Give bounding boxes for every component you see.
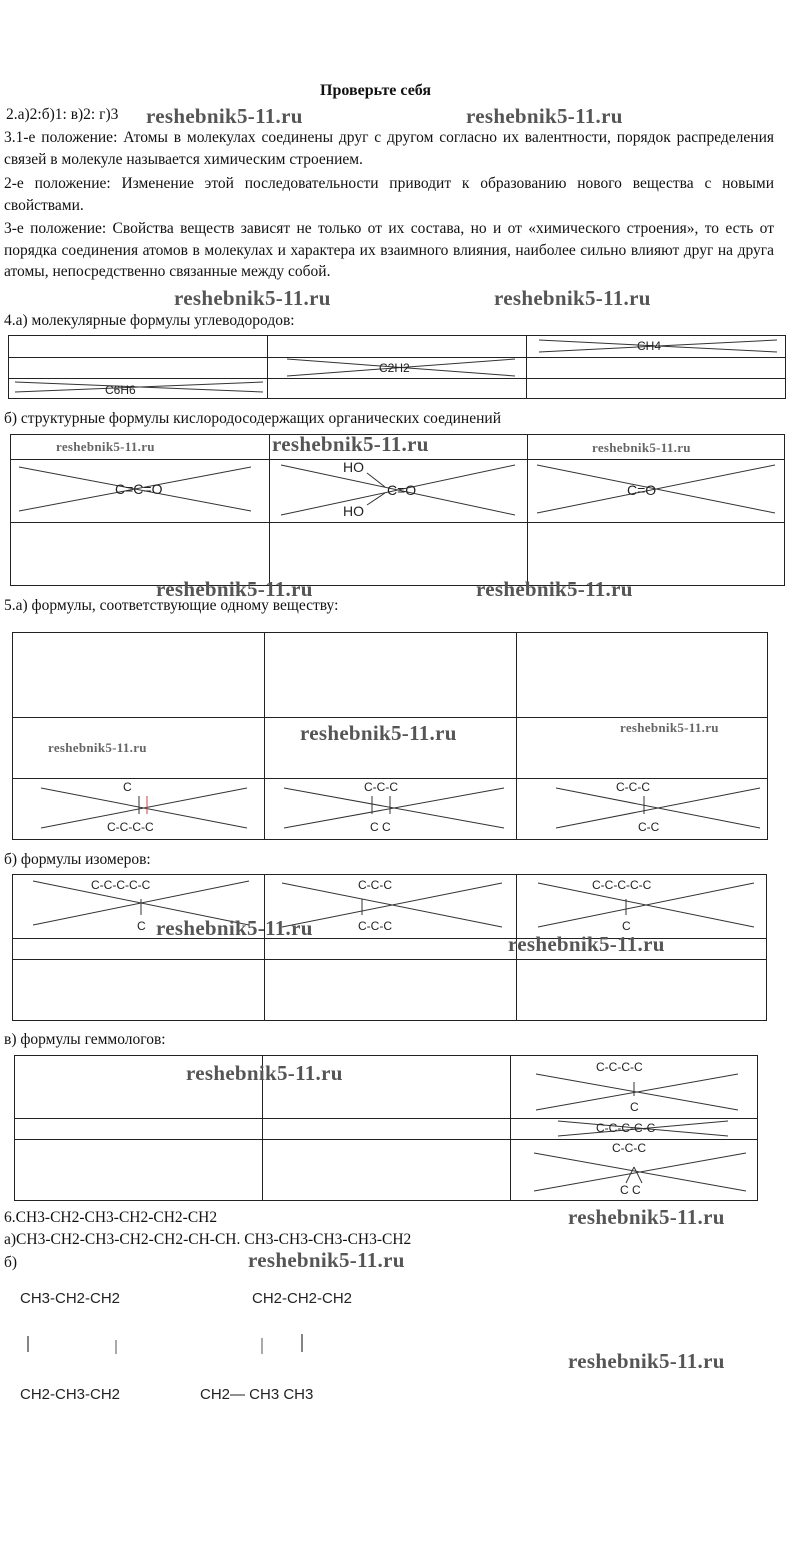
page-title: Проверьте себя: [320, 82, 432, 99]
watermark: reshebnik5-11.ru: [56, 439, 155, 454]
watermark: reshebnik5-11.ru: [48, 740, 147, 755]
formula-6b-2-top: CH2-CH2-CH2: [252, 1290, 353, 1307]
answer-6b-label: б): [4, 1254, 18, 1271]
answer-3-p3: 3-е положение: Свойства веществ зависят не только от их состава, но и от «химического строения», то есть от порядка соединения атомов в молекулах и характера их взаимного влияния, наиболее сильно влияют друг на друга атомы, непосредственно связанные между собой.: [4, 220, 774, 280]
formula-ho-top: HO: [343, 459, 364, 475]
formula-5b1-bottom: C: [137, 919, 146, 933]
watermark: reshebnik5-11.ru: [248, 1248, 405, 1272]
table-5a-cell-2: [264, 778, 516, 840]
watermark: reshebnik5-11.ru: [494, 286, 651, 310]
formula-5c2: C-C-C-C-C: [596, 1121, 656, 1135]
watermark: reshebnik5-11.ru: [568, 1205, 725, 1229]
table-4a: [8, 335, 786, 399]
watermark: reshebnik5-11.ru: [186, 1061, 343, 1085]
table-4b-cell-2: [269, 459, 527, 522]
watermark: reshebnik5-11.ru: [476, 577, 633, 601]
watermark: reshebnik5-11.ru: [146, 104, 303, 128]
table-4a-cell-ch4: [529, 336, 785, 357]
answer-5a-label: 5.а) формулы, соответствующие одному веществу:: [4, 597, 339, 614]
formula-5c3-bottom: C C: [620, 1183, 641, 1197]
formula-co: C=O: [627, 482, 657, 498]
formula-ch4: CH4: [637, 339, 662, 353]
formula-5c1-top: C-C-C-C: [596, 1060, 643, 1074]
formula-carbonic: C=O: [387, 482, 417, 498]
answer-6a: а)CH3-CH2-CH3-CH2-CH2-CH-CH. CH3-CH3-CH3-CH3-CH2: [4, 1231, 412, 1248]
watermark: reshebnik5-11.ru: [300, 721, 457, 745]
formula-5b1-top: C-C-C-C-C: [91, 878, 151, 892]
formula-6b-2-bottom: CH2— CH3 CH3: [200, 1386, 314, 1403]
formula-6b-1-bottom: CH2-CH3-CH2: [20, 1386, 121, 1403]
table-4b-cell-1: [11, 459, 269, 522]
table-5c-cell-1: [510, 1056, 758, 1118]
answer-5c-label: в) формулы геммологов:: [4, 1031, 166, 1048]
watermark: reshebnik5-11.ru: [568, 1349, 725, 1373]
watermark: reshebnik5-11.ru: [620, 720, 719, 735]
watermark: reshebnik5-11.ru: [272, 432, 429, 456]
watermark: reshebnik5-11.ru: [174, 286, 331, 310]
formula-5a1-bottom: C-C-C-C: [107, 820, 154, 834]
answer-3-p2: 2-е положение: Изменение этой последовательности приводит к образованию нового вещества с новыми свойствами.: [4, 175, 774, 214]
answer-4a-label: 4.а) молекулярные формулы углеводородов:: [4, 312, 295, 329]
formula-6b-1-top: CH3-CH2-CH2: [20, 1290, 121, 1307]
formula-5a3-bottom: C-C: [638, 820, 660, 834]
table-5c-cell-2: [510, 1118, 758, 1139]
table-5c: [14, 1055, 758, 1201]
formula-5b2-bottom: C-C-C: [358, 919, 392, 933]
watermark: reshebnik5-11.ru: [508, 932, 665, 956]
table-4b-cell-3: [527, 459, 785, 522]
answer-3-p1: 3.1-е положение: Атомы в молекулах соединены друг с другом согласно их валентности, порядок распределения связей в молекуле называется химическим строением.: [4, 129, 774, 168]
formula-5b3-top: C-C-C-C-C: [592, 878, 652, 892]
formula-5b2-top: C-C-C: [358, 878, 392, 892]
formula-c2h2: C2H2: [379, 361, 410, 375]
table-5a-cell-1: [13, 778, 264, 840]
formula-5a2-top: C-C-C: [364, 780, 398, 794]
formula-ketene: C=C=O: [115, 481, 163, 497]
table-5b-cell-3: [516, 875, 768, 938]
watermark: reshebnik5-11.ru: [592, 440, 691, 455]
formula-5c1-bottom: C: [630, 1100, 639, 1114]
formula-5c3-top: C-C-C: [612, 1141, 646, 1155]
table-4a-cell-c6h6: [9, 378, 267, 399]
table-5a-cell-3: [516, 778, 768, 840]
answer-6-line1: 6.CH3-CH2-CH3-CH2-CH2-CH2: [4, 1209, 218, 1226]
formula-ho-bottom: HO: [343, 503, 364, 519]
answer-4b-label: б) структурные формулы кислородосодержащих органических соединений: [4, 410, 501, 427]
watermark: reshebnik5-11.ru: [156, 577, 313, 601]
formula-5a1-top: C: [123, 780, 132, 794]
formula-c6h6: C6H6: [105, 383, 136, 397]
answer-5b-label: б) формулы изомеров:: [4, 851, 151, 868]
formula-5a3-top: C-C-C: [616, 780, 650, 794]
watermark: reshebnik5-11.ru: [156, 916, 313, 940]
formula-5b3-bottom: C: [622, 919, 631, 933]
table-4a-cell-c2h2: [269, 357, 525, 378]
formula-5a2-bottom: C C: [370, 820, 391, 834]
answer-2: 2.а)2:б)1: в)2: г)3: [6, 106, 119, 123]
watermark: reshebnik5-11.ru: [466, 104, 623, 128]
table-5c-cell-3: [510, 1139, 758, 1201]
